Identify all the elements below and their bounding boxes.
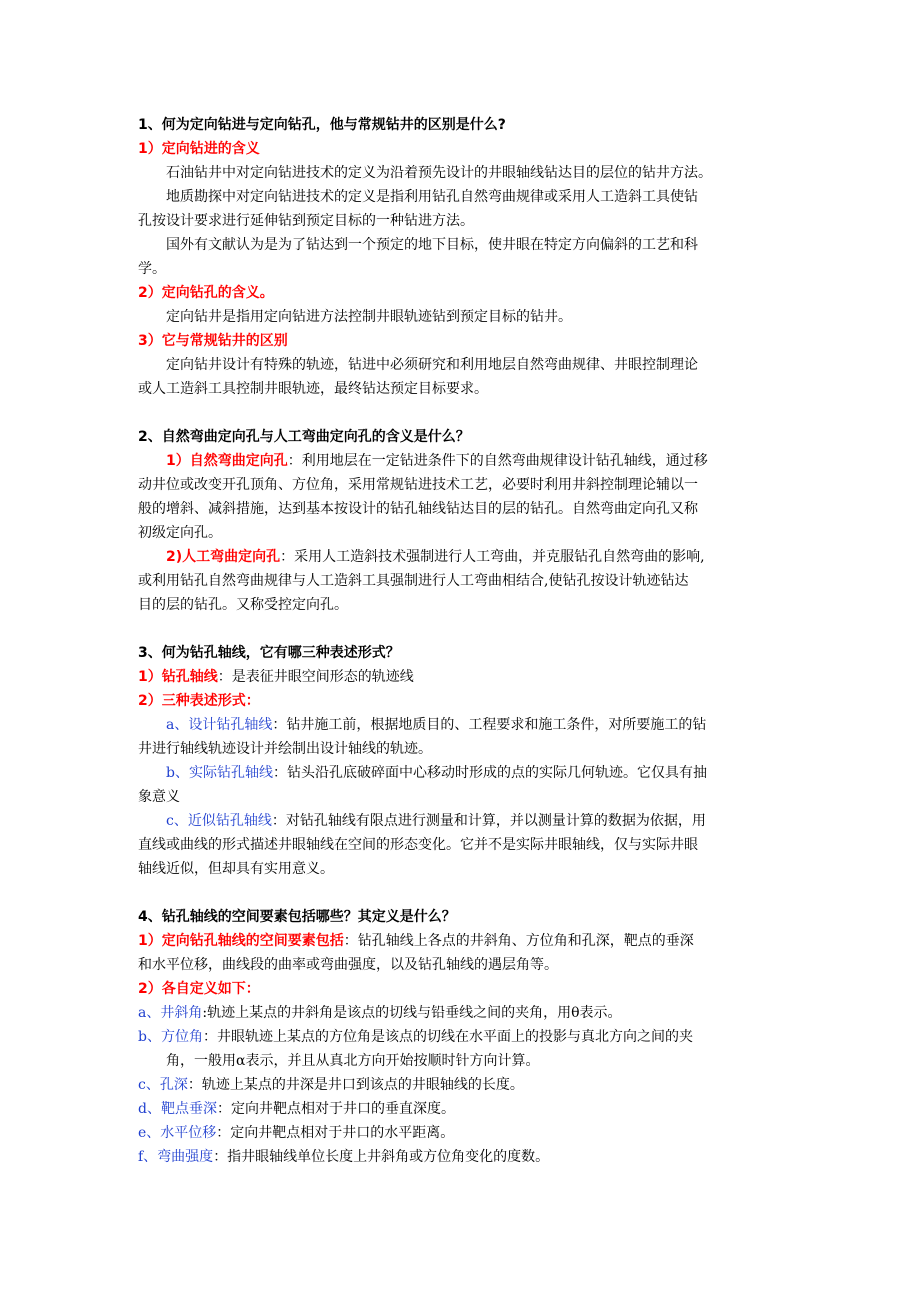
q1-section2-label: 2）定向钻孔的含义。 (138, 285, 274, 301)
q4-item-prefix: f、 (138, 1149, 158, 1165)
spacer (138, 881, 788, 905)
spacer (138, 401, 788, 425)
q4-item-text: ：指井眼轴线单位长度上井斜角或方位角变化的度数。 (213, 1149, 550, 1165)
q4-item-prefix: c、 (138, 1077, 160, 1093)
q4-item-term: 孔深 (159, 1077, 188, 1093)
q1-section1-para2a: 地质勘探中对定向钻进技术的定义是指利用钻孔自然弯曲规律或采用人工造斜工具使钻 (166, 189, 698, 205)
q3-item-c-text1: ：对钻孔轴线有限点进行测量和计算，并以测量计算的数据为依据，用 (271, 813, 706, 829)
q4-item-text: ：定向井靶点相对于井口的水平距离。 (216, 1125, 455, 1141)
q1-section1-para3b: 学。 (138, 261, 166, 277)
q1-section1-para1: 石油钻井中对定向钻进技术的定义为沿着预先设计的井眼轴线钻达目的层位的钻井方法。 (166, 165, 712, 181)
q2-item1-line1 (138, 449, 788, 473)
q4-section1-line2: 和水平位移，曲线段的曲率或弯曲强度，以及钻孔轴线的遇层角等。 (138, 957, 558, 973)
q1-section1-label: 1）定向钻进的含义 (138, 141, 260, 157)
q1-section3-para1a: 定向钻井设计有特殊的轨迹，钻进中必须研究和利用地层自然弯曲规律、井眼控制理论 (166, 357, 698, 373)
document-page (138, 113, 788, 1169)
q1-section1-para2b: 孔按设计要求进行延伸钻到预定目标的一种钻进方法。 (138, 213, 474, 229)
q1-section1-para3a: 国外有文献认为是为了钻达到一个预定的地下目标，使井眼在特定方向偏斜的工艺和科 (166, 237, 698, 253)
spacer (138, 617, 788, 641)
q4-item-prefix: d、 (138, 1101, 161, 1117)
q2-item1-line3: 般的增斜、减斜措施，达到基本按设计的钻孔轴线钻达目的层的钻孔。自然弯曲定向孔又称 (138, 501, 698, 517)
q4-definition-item (138, 1073, 788, 1097)
q3-item-c-line1 (138, 809, 788, 833)
q4-section1-text1: ：钻孔轴线上各点的井斜角、方位角和孔深，靶点的垂深 (343, 933, 694, 949)
q3-item-b-text1: ：钻头沿孔底破碎面中心移动时形成的点的实际几何轨迹。它仅具有抽 (272, 765, 707, 781)
q2-item1-line2: 动井位或改变开孔顶角、方位角，采用常规钻进技术工艺，必要时利用井斜控制理论辅以一 (138, 477, 698, 493)
q4-definition-item (138, 1097, 788, 1121)
q3-item-b-line1 (138, 761, 788, 785)
q4-item-text: ：定向井靶点相对于井口的垂直深度。 (216, 1101, 455, 1117)
q4-item-text: ：轨迹上某点的井深是井口到该点的井眼轴线的长度。 (187, 1077, 524, 1093)
q1-section3-label: 3）它与常规钻井的区别 (138, 333, 288, 349)
q3-item-b-line2: 象意义 (138, 789, 180, 805)
q4-item-term: 水平位移 (160, 1125, 217, 1141)
q2-item2-line3: 目的层的钻孔。又称受控定向孔。 (138, 597, 348, 613)
q2-item1-text1: ：利用地层在一定钻进条件下的自然弯曲规律设计钻孔轴线，通过移 (287, 453, 708, 469)
q3-item-b-label: b、实际钻孔轴线 (166, 765, 273, 781)
q3-item-c-line2: 直线或曲线的形式描述井眼轴线在空间的形态变化。它并不是实际井眼轴线，仅与实际井眼 (138, 837, 698, 853)
q2-title: 2、自然弯曲定向孔与人工弯曲定向孔的含义是什么？ (138, 429, 470, 445)
q4-definition-item (138, 1121, 788, 1145)
q4-definition-item-continued (138, 1049, 788, 1073)
q4-item-prefix: a、 (138, 1005, 161, 1021)
q4-title: 4、钻孔轴线的空间要素包括哪些？其定义是什么？ (138, 909, 456, 925)
q4-definition-item (138, 1025, 788, 1049)
q4-item-prefix: e、 (138, 1125, 161, 1141)
q4-definition-list (138, 1001, 788, 1169)
q4-definition-item (138, 1001, 788, 1025)
q2-item2-label: 2)人工弯曲定向孔 (166, 549, 281, 565)
q3-item-a-line1 (138, 713, 788, 737)
q4-definition-item (138, 1145, 788, 1169)
q2-item2-line2: 或利用钻孔自然弯曲规律与人工造斜工具强制进行人工弯曲相结合,使钻孔按设计轨迹钻达 (138, 573, 689, 589)
q4-item-text: ：井眼轨迹上某点的方位角是该点的切线在水平面上的投影与真北方向之间的夹 (202, 1029, 693, 1045)
q4-item-text: :轨迹上某点的井斜角是该点的切线与铅垂线之间的夹角，用θ表示。 (202, 1005, 622, 1021)
q4-item-term: 井斜角 (160, 1005, 203, 1021)
q4-item-text: 角，一般用α表示，并且从真北方向开始按顺时针方向计算。 (166, 1053, 540, 1069)
q1-title: 1、何为定向钻进与定向钻孔，他与常规钻井的区别是什么? (138, 117, 506, 133)
q3-item-a-text1: ：钻井施工前，根据地质目的、工程要求和施工条件，对所要施工的钻 (272, 717, 707, 733)
q3-item-c-label: c、近似钻孔轴线 (166, 813, 272, 829)
q2-item1-label: 1）自然弯曲定向孔 (166, 453, 288, 469)
q4-item-term: 靶点垂深 (160, 1101, 217, 1117)
q3-item-a-line2: 井进行轴线轨迹设计并绘制出设计轴线的轨迹。 (138, 741, 432, 757)
q4-section2-label: 2）各自定义如下： (138, 981, 260, 997)
q4-item-term: 方位角 (160, 1029, 203, 1045)
q3-item-c-line3: 轴线近似，但却具有实用意义。 (138, 861, 334, 877)
q4-section1-line1 (138, 929, 788, 953)
q4-item-prefix: b、 (138, 1029, 161, 1045)
q3-item-a-label: a、设计钻孔轴线 (166, 717, 273, 733)
q3-section1-text: ：是表征井眼空间形态的轨迹线 (217, 669, 414, 685)
q1-section2-para1: 定向钻井是指用定向钻进方法控制井眼轨迹钻到预定目标的钻井。 (166, 309, 572, 325)
q3-section1-line (138, 665, 788, 689)
q2-item1-line4: 初级定向孔。 (138, 525, 222, 541)
q4-section1-label: 1）定向钻孔轴线的空间要素包括 (138, 933, 344, 949)
q2-item2-line1 (138, 545, 788, 569)
q3-section2-label: 2）三种表述形式： (138, 693, 260, 709)
q3-title: 3、何为钻孔轴线，它有哪三种表述形式？ (138, 645, 400, 661)
q2-item2-text1: ：采用人工造斜技术强制进行人工弯曲，并克服钻孔自然弯曲的影响, (280, 549, 705, 565)
q1-section3-para1b: 或人工造斜工具控制井眼轨迹，最终钻达预定目标要求。 (138, 381, 488, 397)
q4-item-term: 弯曲强度 (157, 1149, 214, 1165)
q3-section1-label: 1）钻孔轴线 (138, 669, 218, 685)
